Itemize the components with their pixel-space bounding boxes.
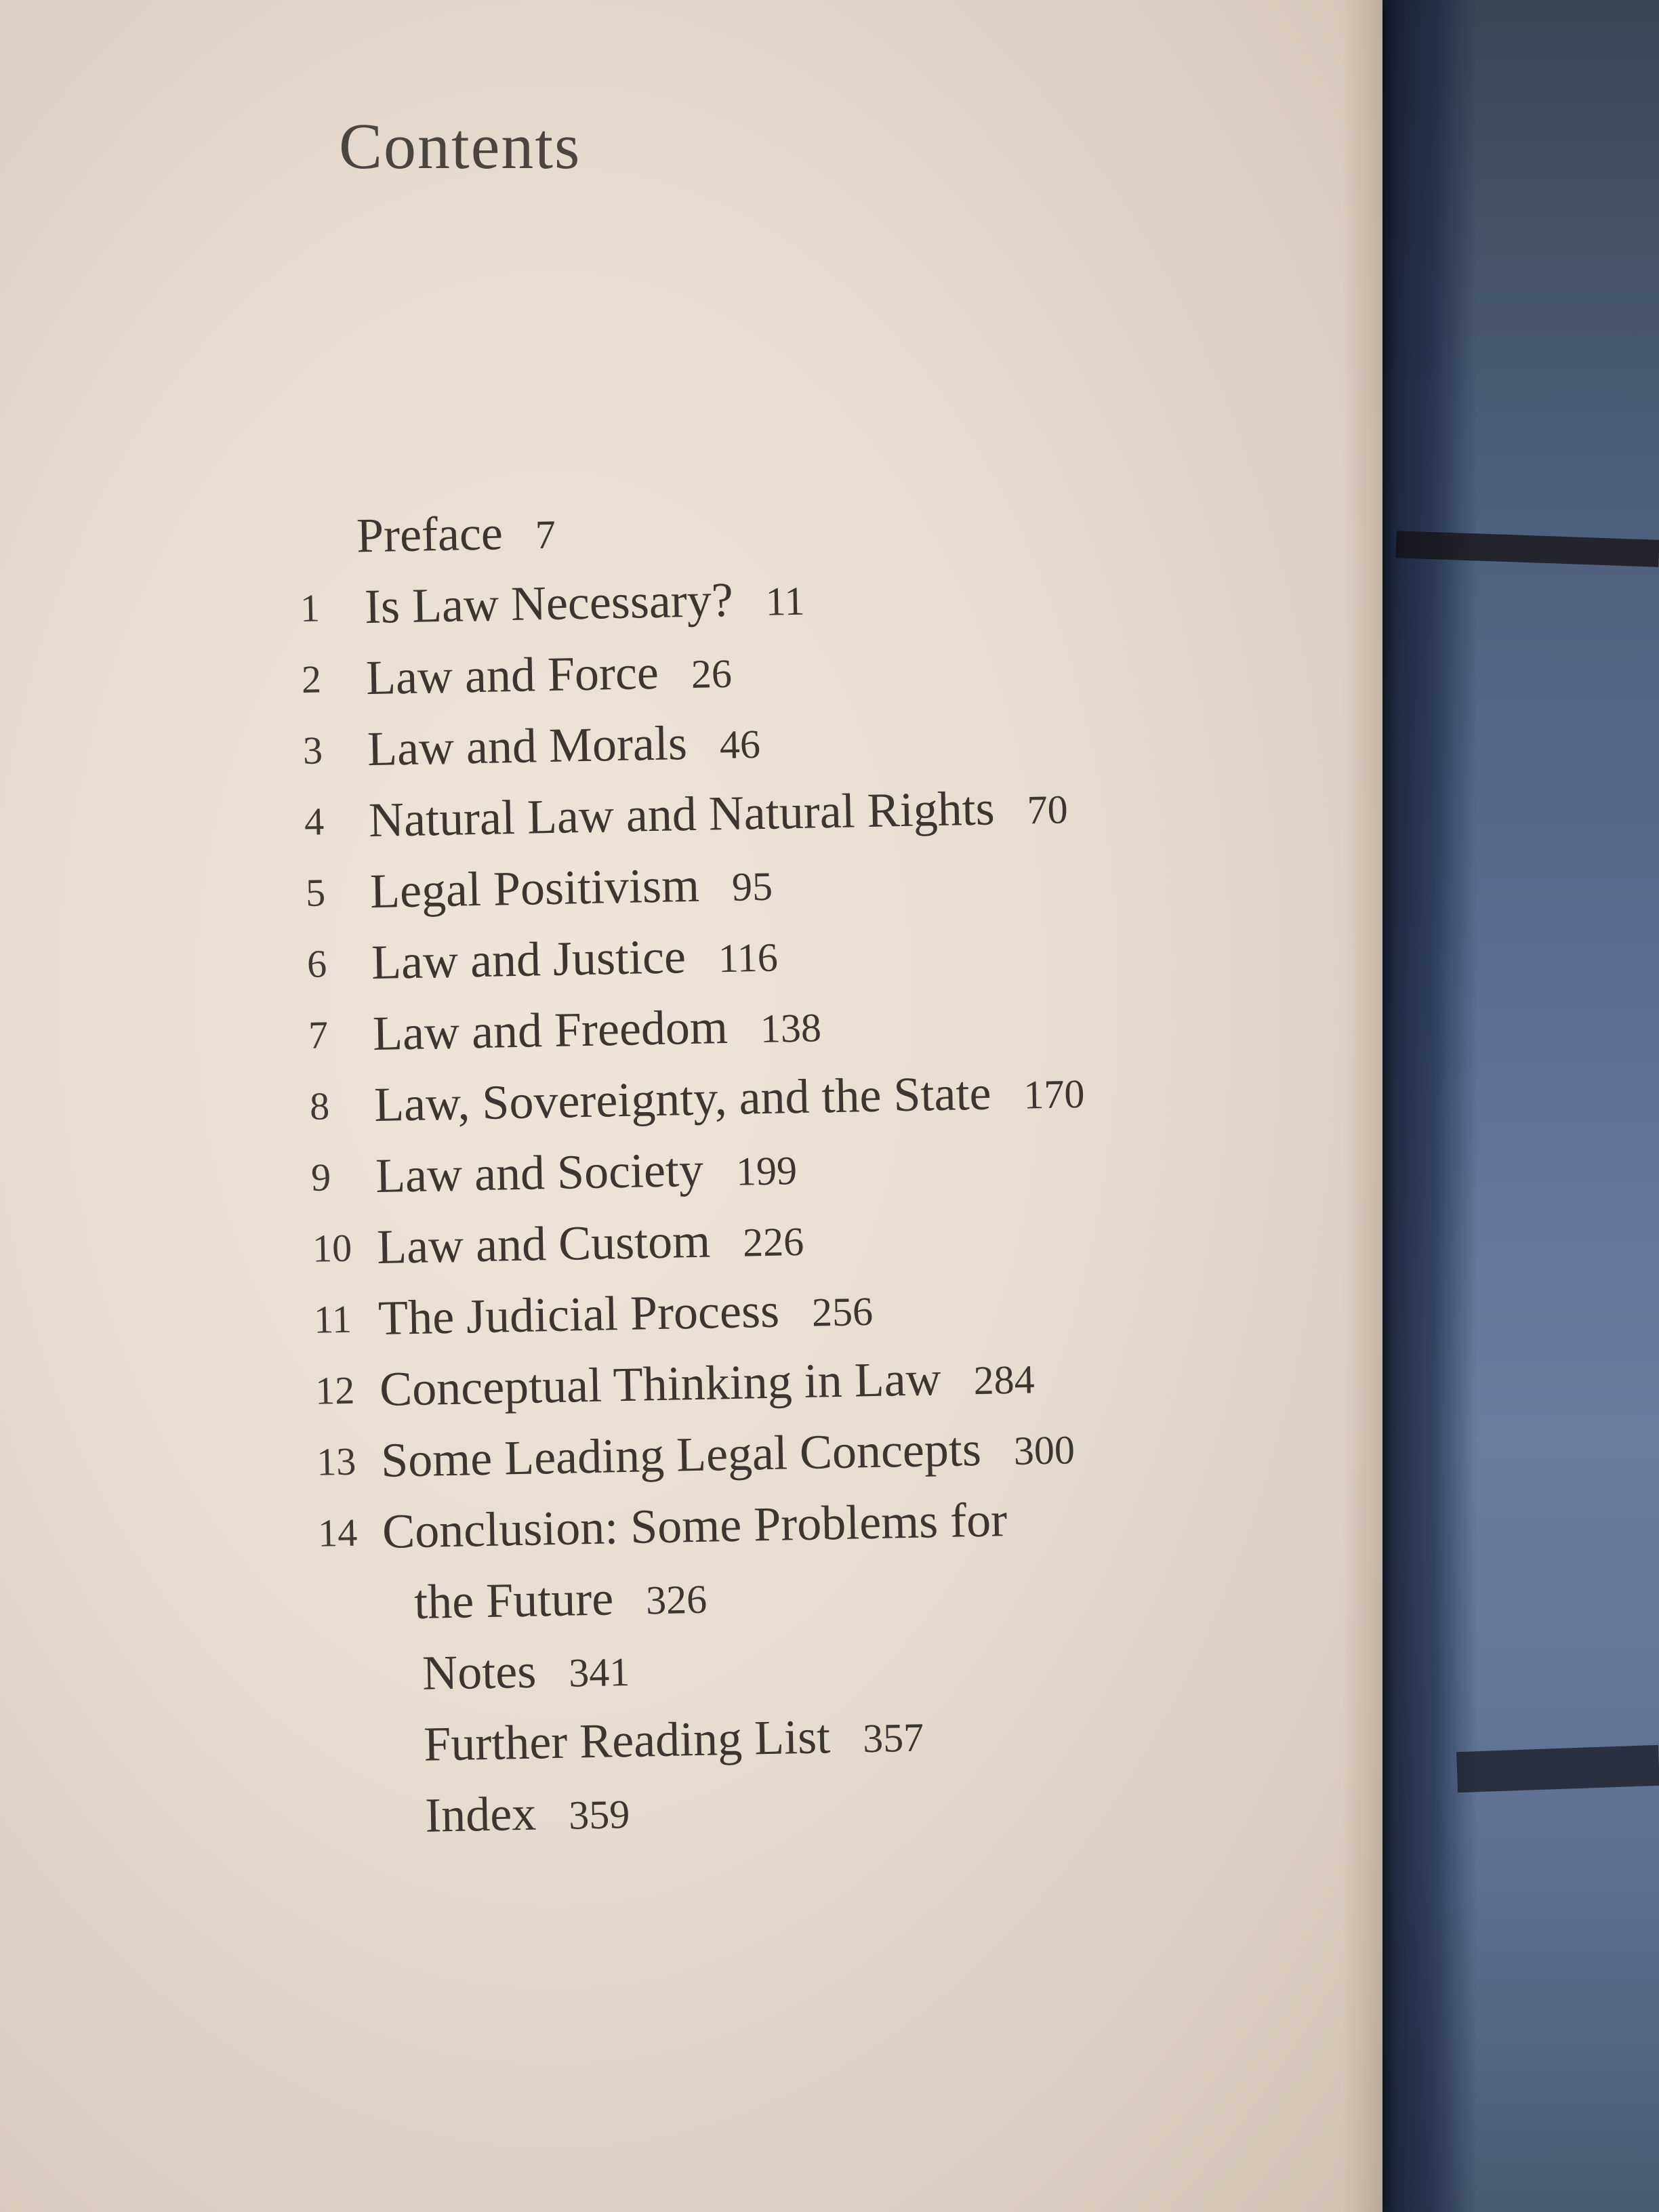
chapter-number: 6 <box>306 941 327 986</box>
entry-title: Law and Freedom 138 <box>372 999 822 1061</box>
entry-title: Conceptual Thinking in Law 284 <box>379 1351 1036 1416</box>
chapter-number: 9 <box>310 1155 331 1200</box>
page-title: Contents <box>339 110 581 182</box>
entry-title: Notes 341 <box>422 1643 630 1700</box>
chapter-number: 12 <box>314 1368 355 1413</box>
page-number: 226 <box>742 1218 804 1265</box>
page-number: 359 <box>568 1791 630 1838</box>
page-number: 7 <box>535 512 556 558</box>
chapter-number: 11 <box>313 1296 352 1342</box>
chapter-number: 1 <box>300 586 321 630</box>
entry-title: Law, Sovereignty, and the State 170 <box>373 1065 1086 1132</box>
chapter-number: 14 <box>317 1510 358 1555</box>
entry-title: Conclusion: Some Problems for <box>382 1483 1040 1570</box>
background-strap-lower <box>1456 1745 1659 1793</box>
chapter-number: 4 <box>304 799 325 844</box>
page-number: 300 <box>1013 1427 1076 1473</box>
page-number: 138 <box>760 1005 822 1052</box>
page-number: 26 <box>691 651 733 697</box>
entry-title: Legal Positivism 95 <box>369 857 773 919</box>
entry-title: Index 359 <box>424 1786 630 1843</box>
page-number: 11 <box>765 578 806 624</box>
entry-title: Further Reading List 357 <box>423 1709 924 1771</box>
chapter-number: 10 <box>312 1225 352 1271</box>
page-number: 95 <box>731 863 773 909</box>
page-number: 170 <box>1023 1071 1086 1118</box>
chapter-number: 3 <box>302 728 323 773</box>
entry-title: Law and Justice 116 <box>371 929 779 990</box>
page-number: 46 <box>719 721 761 768</box>
page-number: 326 <box>645 1576 708 1623</box>
chapter-number: 13 <box>316 1439 356 1484</box>
page-number: 70 <box>1027 787 1069 833</box>
chapter-number: 2 <box>301 657 322 701</box>
page-number: 357 <box>862 1715 924 1761</box>
entry-title: Is Law Necessary? 11 <box>364 572 806 634</box>
entry-title: Law and Custom 226 <box>376 1213 804 1274</box>
entry-title: the Future 326 <box>413 1571 708 1630</box>
background-shadow <box>1369 0 1477 2212</box>
entry-title: Law and Society 199 <box>375 1142 798 1203</box>
page-number: 256 <box>811 1288 874 1335</box>
chapter-number: 8 <box>309 1084 330 1128</box>
entry-title: Natural Law and Natural Rights 70 <box>368 781 1069 848</box>
page-number <box>1039 1499 1040 1544</box>
table-of-contents <box>298 483 1313 1853</box>
entry-title: The Judicial Process 256 <box>377 1283 874 1345</box>
entry-title: Law and Force 26 <box>365 644 733 705</box>
chapter-number: 7 <box>308 1012 329 1057</box>
page-edge-shadow <box>1342 0 1382 2212</box>
page-number: 284 <box>972 1357 1036 1404</box>
page-number: 341 <box>568 1649 630 1696</box>
chapter-number: 5 <box>305 870 326 915</box>
page-number: 199 <box>735 1148 798 1194</box>
page-number: 116 <box>718 935 779 981</box>
entry-title: Law and Morals 46 <box>367 716 761 777</box>
entry-title: Preface 7 <box>356 506 556 563</box>
entry-title: Some Leading Legal Concepts 300 <box>380 1421 1076 1488</box>
